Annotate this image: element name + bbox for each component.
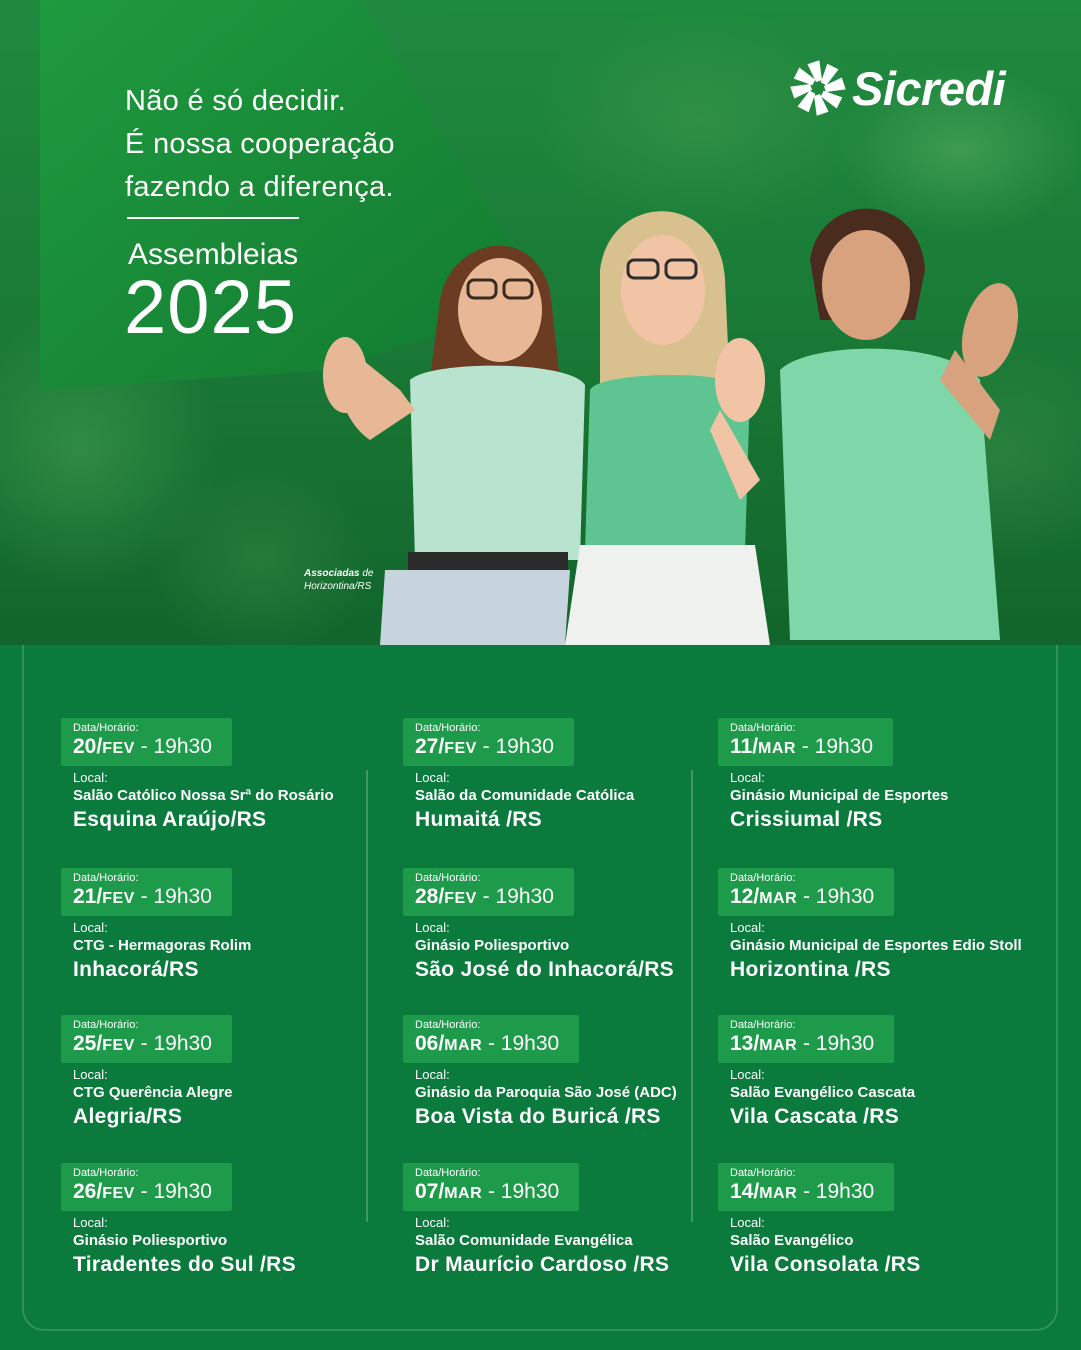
event-day: 20/ — [73, 735, 103, 758]
event-time: - 19h30 — [134, 1032, 212, 1055]
event-time: - 19h30 — [797, 1032, 875, 1055]
venue-name: Salão Evangélico — [730, 1232, 854, 1249]
location-block — [403, 770, 634, 833]
location-block — [403, 920, 674, 983]
date-value — [73, 735, 212, 761]
tagline-line-2: É nossa cooperação — [125, 128, 395, 160]
event-day: 07/ — [415, 1180, 445, 1203]
venue-name: Ginásio Municipal de Esportes Edio Stoll — [730, 937, 1022, 954]
tagline-block — [125, 80, 395, 209]
location-label: Local: — [730, 920, 765, 935]
sicredi-pinwheel-icon — [790, 60, 846, 116]
date-label: Data/Horário: — [730, 1167, 796, 1179]
column-divider-1 — [366, 770, 368, 1222]
venue-name: Salão Comunidade Evangélica — [415, 1232, 633, 1249]
location-block — [61, 770, 334, 833]
venue-name: Ginásio da Paroquia São José (ADC) — [415, 1084, 677, 1101]
event-time: - 19h30 — [482, 1032, 560, 1055]
date-badge — [61, 1015, 232, 1063]
event-time: - 19h30 — [134, 1180, 212, 1203]
city-name: Tiradentes do Sul /RS — [73, 1253, 296, 1276]
event-card — [718, 868, 1022, 983]
event-year: 2025 — [124, 265, 298, 350]
date-label: Data/Horário: — [73, 872, 139, 884]
event-time: - 19h30 — [134, 885, 212, 908]
date-label: Data/Horário: — [415, 1167, 481, 1179]
city-name: Vila Cascata /RS — [730, 1105, 900, 1128]
event-card — [403, 1163, 669, 1278]
event-month: MAR — [758, 740, 796, 757]
event-month: FEV — [102, 890, 135, 907]
date-value — [415, 1180, 559, 1206]
event-month: MAR — [759, 890, 798, 907]
date-badge — [61, 718, 232, 766]
event-card — [61, 718, 334, 833]
location-block — [403, 1215, 669, 1278]
location-label: Local: — [730, 1215, 765, 1230]
date-label: Data/Horário: — [73, 722, 139, 734]
event-month: MAR — [444, 1037, 483, 1054]
tagline-line-3: fazendo a diferença. — [125, 171, 394, 203]
date-value — [730, 735, 873, 761]
event-time: - 19h30 — [476, 735, 554, 758]
date-label: Data/Horário: — [730, 722, 796, 734]
event-time: - 19h30 — [482, 1180, 560, 1203]
event-card — [403, 868, 674, 983]
venue-name: Salão Católico Nossa Srª do Rosário — [73, 787, 334, 804]
event-month: FEV — [444, 740, 477, 757]
event-day: 28/ — [415, 885, 445, 908]
event-day: 14/ — [730, 1180, 760, 1203]
location-block — [718, 920, 1022, 983]
location-label: Local: — [73, 770, 108, 785]
date-value — [73, 1032, 212, 1058]
venue-name: Ginásio Poliesportivo — [73, 1232, 228, 1249]
date-value — [730, 1032, 874, 1058]
date-badge — [403, 868, 574, 916]
location-block — [61, 1067, 233, 1130]
venue-name: CTG - Hermagoras Rolim — [73, 937, 252, 954]
event-day: 11/ — [730, 735, 759, 758]
event-day: 25/ — [73, 1032, 103, 1055]
date-badge — [718, 1015, 894, 1063]
event-card — [718, 1163, 921, 1278]
caption-rest: de — [359, 568, 374, 579]
event-time: - 19h30 — [476, 885, 554, 908]
date-label: Data/Horário: — [73, 1019, 139, 1031]
event-card — [403, 718, 634, 833]
date-value — [415, 1032, 559, 1058]
date-value — [730, 885, 874, 911]
event-month: FEV — [102, 1185, 135, 1202]
event-month: MAR — [759, 1185, 798, 1202]
location-block — [718, 1215, 921, 1278]
date-badge — [718, 718, 893, 766]
city-name: Vila Consolata /RS — [730, 1253, 921, 1276]
brand-name: Sicredi — [852, 61, 1006, 115]
event-day: 27/ — [415, 735, 445, 758]
location-label: Local: — [73, 1067, 108, 1082]
city-name: Alegria/RS — [73, 1105, 183, 1128]
tagline — [125, 80, 395, 209]
event-month: MAR — [444, 1185, 483, 1202]
venue-name: Ginásio Municipal de Esportes — [730, 787, 949, 804]
venue-name: Salão da Comunidade Católica — [415, 787, 635, 804]
event-day: 21/ — [73, 885, 103, 908]
date-label: Data/Horário: — [415, 872, 481, 884]
person-middle — [565, 211, 770, 645]
date-badge — [403, 1163, 579, 1211]
location-label: Local: — [730, 770, 765, 785]
date-value — [415, 735, 554, 761]
date-label: Data/Horário: — [73, 1167, 139, 1179]
date-label: Data/Horário: — [415, 722, 481, 734]
location-label: Local: — [73, 1215, 108, 1230]
date-badge — [718, 1163, 894, 1211]
event-card — [403, 1015, 677, 1130]
date-badge — [403, 718, 574, 766]
date-value — [73, 885, 212, 911]
date-label: Data/Horário: — [415, 1019, 481, 1031]
city-name: Dr Maurício Cardoso /RS — [415, 1253, 670, 1276]
location-label: Local: — [73, 920, 108, 935]
date-badge — [403, 1015, 579, 1063]
date-badge — [61, 868, 232, 916]
date-value — [73, 1180, 212, 1206]
city-name: Horizontina /RS — [730, 958, 891, 981]
event-day: 26/ — [73, 1180, 103, 1203]
tagline-line-1: Não é só decidir. — [125, 85, 347, 117]
sicredi-logo — [790, 60, 1005, 116]
event-time: - 19h30 — [797, 885, 875, 908]
date-badge — [61, 1163, 232, 1211]
date-label: Data/Horário: — [730, 872, 796, 884]
hero-divider — [127, 217, 299, 219]
event-time: - 19h30 — [795, 735, 874, 758]
city-name: Boa Vista do Buricá /RS — [415, 1105, 661, 1128]
event-day: 13/ — [730, 1032, 760, 1055]
location-label: Local: — [415, 1215, 450, 1230]
venue-name: Ginásio Poliesportivo — [415, 937, 570, 954]
event-card — [61, 1163, 296, 1278]
caption-line-2: Horizontina/RS — [304, 581, 372, 592]
column-divider-2 — [691, 770, 693, 1222]
venue-name: Salão Evangélico Cascata — [730, 1084, 916, 1101]
associates-photo — [300, 180, 1081, 645]
city-name: Inhacorá/RS — [73, 958, 199, 981]
event-month: FEV — [102, 740, 135, 757]
location-block — [718, 1067, 915, 1130]
location-label: Local: — [415, 1067, 450, 1082]
location-block — [718, 770, 948, 833]
location-label: Local: — [415, 770, 450, 785]
location-label: Local: — [415, 920, 450, 935]
event-month: FEV — [444, 890, 477, 907]
hero-section — [0, 0, 1081, 645]
city-name: Crissiumal /RS — [730, 808, 883, 831]
event-month: FEV — [102, 1037, 135, 1054]
event-card — [61, 868, 251, 983]
date-label: Data/Horário: — [730, 1019, 796, 1031]
city-name: Humaitá /RS — [415, 808, 542, 831]
date-badge — [718, 868, 894, 916]
photo-caption — [304, 567, 374, 593]
event-card — [718, 1015, 915, 1130]
event-title: Assembleias — [128, 238, 299, 271]
date-value — [730, 1180, 874, 1206]
location-label: Local: — [730, 1067, 765, 1082]
location-block — [403, 1067, 677, 1130]
date-value — [415, 885, 554, 911]
event-card — [718, 718, 948, 833]
caption-bold: Associadas — [304, 568, 360, 579]
person-right — [780, 209, 1028, 640]
event-day: 06/ — [415, 1032, 445, 1055]
event-time: - 19h30 — [797, 1180, 875, 1203]
event-month: MAR — [759, 1037, 798, 1054]
event-card — [61, 1015, 233, 1130]
city-name: São José do Inhacorá/RS — [415, 958, 674, 981]
event-time: - 19h30 — [134, 735, 212, 758]
venue-name: CTG Querência Alegre — [73, 1084, 233, 1101]
schedule-section — [0, 645, 1081, 1350]
event-day: 12/ — [730, 885, 760, 908]
city-name: Esquina Araújo/RS — [73, 808, 267, 831]
location-block — [61, 1215, 296, 1278]
location-block — [61, 920, 251, 983]
